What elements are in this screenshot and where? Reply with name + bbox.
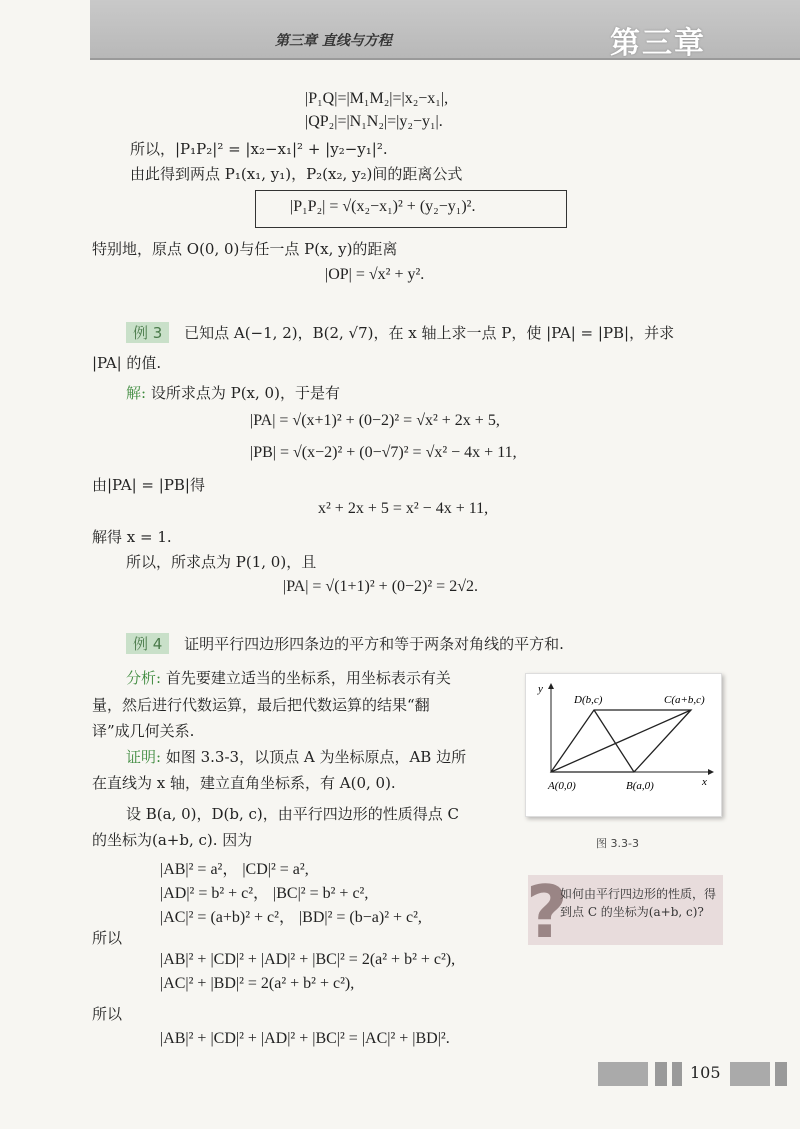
eq-final: |AB|² + |CD|² + |AD|² + |BC|² = |AC|² + |BD|². xyxy=(160,1030,450,1047)
proof-line-4: 的坐标为(a+b, c). 因为 xyxy=(92,831,253,849)
analysis-line-1 xyxy=(126,667,451,688)
proof-text-1: 如图 3.3-3，以顶点 A 为坐标原点，AB 边所 xyxy=(165,748,467,766)
proof-line-3: 设 B(a, 0)，D(b, c)，由平行四边形的性质得点 C xyxy=(126,805,460,823)
formula-op: |OP| = √x² + y². xyxy=(325,266,425,283)
label-x: x xyxy=(702,776,707,788)
page-bar-left xyxy=(598,1062,648,1086)
solution-text: 设所求点为 P(x, 0)，于是有 xyxy=(150,384,340,402)
eq-ac-bd: |AC|² = (a+b)² + c²， |BD|² = (b−a)² + c², xyxy=(160,909,422,926)
line-x-equals: 解得 x = 1. xyxy=(92,528,172,546)
solution-line xyxy=(126,382,340,403)
line-point-result: 所以，所求点为 P(1, 0)，且 xyxy=(126,553,317,571)
formula-pb: |PB| = √(x−2)² + (0−√7)² = √x² − 4x + 11, xyxy=(250,444,517,461)
analysis-line-2: 量，然后进行代数运算，最后把代数运算的结果“翻 xyxy=(92,696,430,714)
formula-pa-result: |PA| = √(1+1)² + (0−2)² = 2√2. xyxy=(283,578,478,595)
line-so-p1p2: 所以，|P₁P₂|² = |x₂−x₁|² + |y₂−y₁|². xyxy=(130,140,388,158)
line-p1q: |P₁Q|=|M₁M₂|=|x₂−x₁|, xyxy=(305,90,449,107)
proof-line-1 xyxy=(126,746,466,767)
proof-line-2: 在直线为 x 轴，建立直角坐标系，有 A(0, 0). xyxy=(92,774,396,792)
eq-ad-bc: |AD|² = b² + c²， |BC|² = b² + c², xyxy=(160,885,369,902)
label-d: D(b,c) xyxy=(574,694,603,706)
header-chapter-label: 第三章 xyxy=(610,26,706,61)
example-4-tag: 例 4 xyxy=(126,633,169,654)
example-3-heading xyxy=(126,322,674,343)
chapter-header xyxy=(90,0,800,60)
eq-sum-sides: |AB|² + |CD|² + |AD|² + |BC|² = 2(a² + b² + c²), xyxy=(160,951,456,968)
example-3-tag: 例 3 xyxy=(126,322,169,343)
page-bar-right xyxy=(730,1062,770,1086)
formula-equation: x² + 2x + 5 = x² − 4x + 11, xyxy=(318,500,489,517)
eq-ab-cd: |AB|² = a²， |CD|² = a², xyxy=(160,861,309,878)
x-axis-arrow-icon xyxy=(708,769,714,775)
figure-caption: 图 3.3-3 xyxy=(596,837,639,850)
question-text: 如何由平行四边形的性质，得到点 C 的坐标为(a+b, c)? xyxy=(560,887,717,919)
eq-sum-diagonals: |AC|² + |BD|² = 2(a² + b² + c²), xyxy=(160,975,355,992)
formula-pa: |PA| = √(x+1)² + (0−2)² = √x² + 2x + 5, xyxy=(250,412,500,429)
analysis-line-3: 译”成几何关系. xyxy=(92,722,195,740)
parallelogram-diagram xyxy=(526,674,721,816)
label-y: y xyxy=(538,683,543,695)
header-chapter-title: 第三章 直线与方程 xyxy=(275,33,392,49)
solution-label: 解: xyxy=(126,384,147,402)
distance-formula: |P₁P₂| = √(x₂−x₁)² + (y₂−y₁)². xyxy=(290,198,476,215)
example-4-text: 证明平行四边形四条边的平方和等于两条对角线的平方和. xyxy=(184,635,564,653)
figure-parallelogram xyxy=(525,673,722,817)
example-4-heading xyxy=(126,633,564,654)
line-pa-eq-pb: 由|PA| = |PB|得 xyxy=(92,476,205,494)
example-3-text: 已知点 A(−1, 2)，B(2, √7)，在 x 轴上求一点 P，使 |PA| = |PB|，并求 xyxy=(184,324,675,342)
label-b: B(a,0) xyxy=(626,780,654,792)
page-number: 105 xyxy=(690,1063,721,1082)
proof-label: 证明: xyxy=(126,748,162,766)
so-line-1: 所以 xyxy=(92,929,123,947)
diagonal-bd xyxy=(594,710,634,772)
so-line-2: 所以 xyxy=(92,1005,123,1023)
analysis-label: 分析: xyxy=(126,669,162,687)
line-qp2: |QP₂|=|N₁N₂|=|y₂−y₁|. xyxy=(305,113,443,130)
label-c: C(a+b,c) xyxy=(664,694,705,706)
label-a: A(0,0) xyxy=(548,780,576,792)
question-mark-icon: ? xyxy=(526,870,568,954)
line-distance-intro: 由此得到两点 P₁(x₁, y₁)，P₂(x₂, y₂)间的距离公式 xyxy=(130,165,463,183)
example-3-text-2: |PA| 的值. xyxy=(92,354,162,372)
page-bar-left-3 xyxy=(672,1062,682,1086)
line-origin-distance: 特别地，原点 O(0, 0)与任一点 P(x, y)的距离 xyxy=(92,240,398,258)
page-bar-right-2 xyxy=(775,1062,787,1086)
analysis-text-1: 首先要建立适当的坐标系，用坐标表示有关 xyxy=(165,669,451,687)
y-axis-arrow-icon xyxy=(548,683,554,689)
page-bar-left-2 xyxy=(655,1062,667,1086)
